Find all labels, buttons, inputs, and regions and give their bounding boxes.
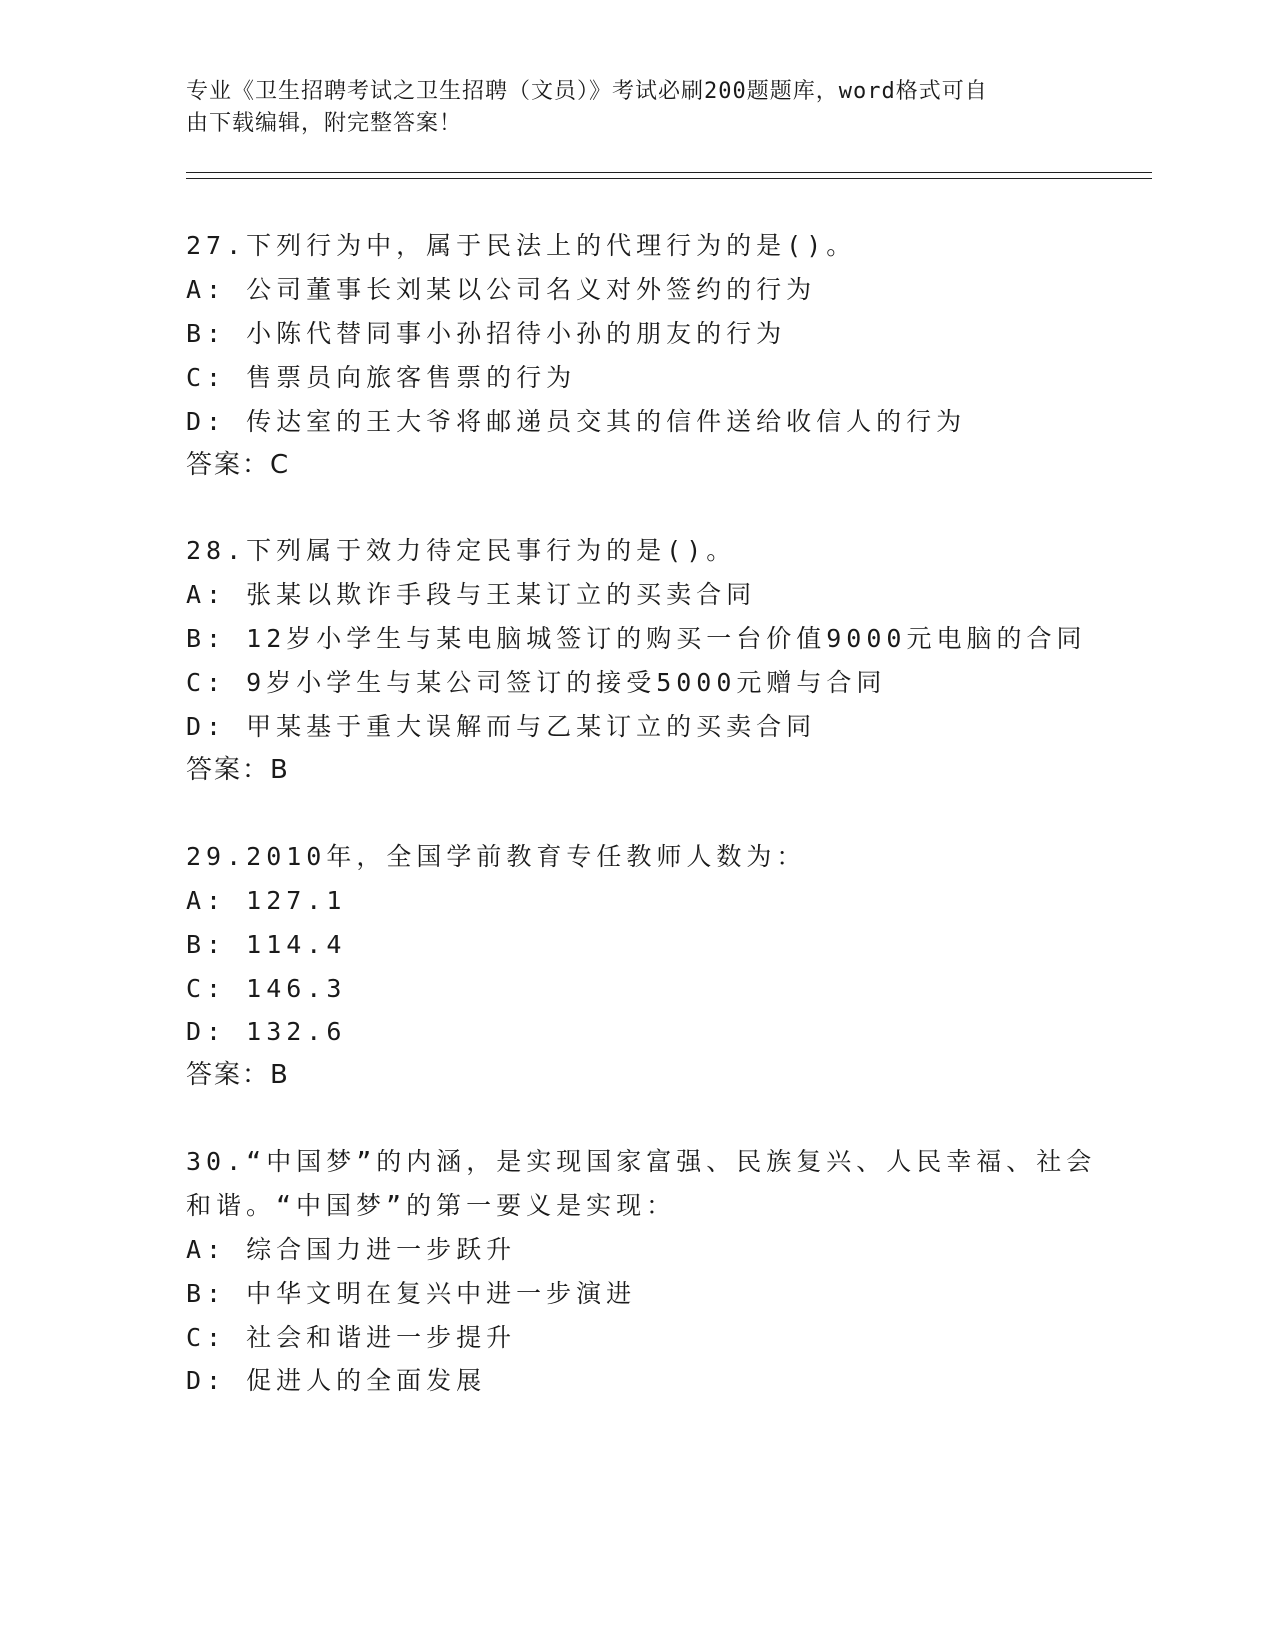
option-c: C: 146.3 [186,974,347,1003]
option-b: B: 中华文明在复兴中进一步演进 [186,1279,637,1308]
option-d: D: 传达室的王大爷将邮递员交其的信件送给收信人的行为 [186,407,967,436]
option-d: D: 132.6 [186,1017,347,1046]
option-a: A: 127.1 [186,886,347,915]
answer: 答案：C [186,450,291,480]
option-a: A: 公司董事长刘某以公司名义对外签约的行为 [186,275,817,304]
question-stem: 27.下列行为中，属于民法上的代理行为的是()。 [186,231,857,260]
header-divider-bottom [186,178,1152,179]
answer: 答案：B [186,755,290,785]
option-b: B: 12岁小学生与某电脑城签订的购买一台价值9000元电脑的合同 [186,624,1087,653]
question-stem: 28.下列属于效力待定民事行为的是()。 [186,536,737,565]
option-c: C: 社会和谐进一步提升 [186,1323,517,1352]
header-line-2: 由下载编辑，附完整答案！ [186,111,463,136]
option-b: B: 小陈代替同事小孙招待小孙的朋友的行为 [186,319,787,348]
option-c: C: 售票员向旅客售票的行为 [186,363,577,392]
option-b: B: 114.4 [186,930,347,959]
question-stem: 29.2010年，全国学前教育专任教师人数为： [186,842,807,871]
option-d: D: 甲某基于重大误解而与乙某订立的买卖合同 [186,712,817,741]
header-divider-top [186,172,1152,173]
answer: 答案：B [186,1060,290,1090]
option-c: C: 9岁小学生与某公司签订的接受5000元赠与合同 [186,668,887,697]
option-a: A: 张某以欺诈手段与王某订立的买卖合同 [186,580,757,609]
question-stem-line-1: 30.“中国梦”的内涵，是实现国家富强、民族复兴、人民幸福、社会 [186,1147,1097,1176]
header-line-1: 专业《卫生招聘考试之卫生招聘（文员）》考试必刷200题题库，word格式可自 [186,79,988,104]
option-d: D: 促进人的全面发展 [186,1366,487,1395]
question-stem-line-2: 和谐。“中国梦”的第一要义是实现： [186,1191,677,1220]
option-a: A: 综合国力进一步跃升 [186,1235,517,1264]
